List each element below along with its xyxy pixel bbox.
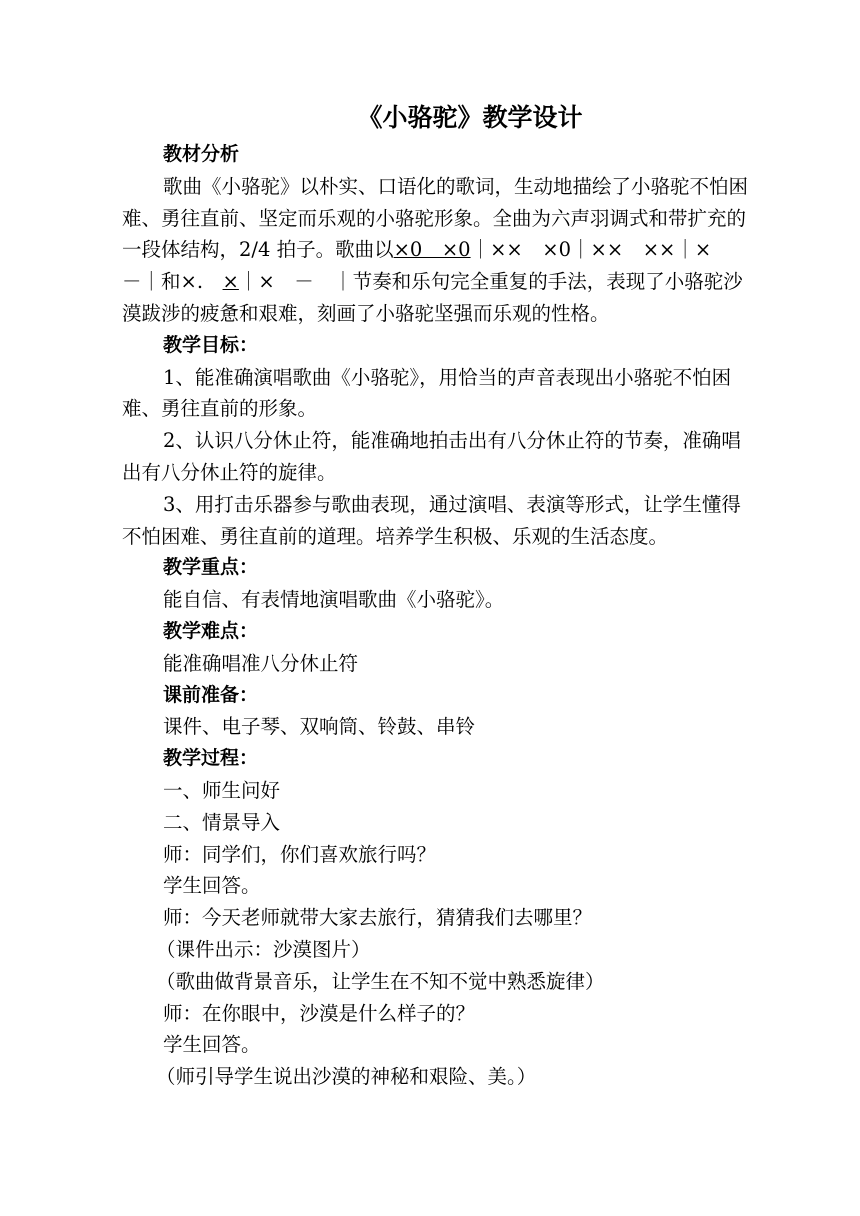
analysis-text-1: 歌曲《小骆驼》以朴实、口语化的歌词，生动地描绘了小骆驼不怕困难、勇往直前、坚定而乐观的小骆驼形象。全曲为六声羽调式和带扩充的一段体结构，2/4 拍子。歌曲以 [122, 174, 749, 262]
analysis-text-2: 节奏和乐句完全重复的手法，表现了小骆驼沙漠跋涉的疲惫和艰难，刻画了小骆驼坚强而乐观的性格。 [122, 270, 743, 325]
goals-heading: 教学目标： [163, 333, 259, 356]
dialogue-line: （师引导学生说出沙漠的神秘和艰险、美。） [156, 1065, 537, 1089]
preparation-heading: 课前准备： [163, 683, 259, 706]
analysis-heading: 教材分析 [163, 143, 240, 165]
dialogue-line: 师：今天老师就带大家去旅行，猜猜我们去哪里？ [163, 906, 593, 930]
dialogue-line: 师：在你眼中，沙漠是什么样子的？ [163, 1001, 476, 1025]
goal-item: 2、认识八分休止符，能准确地拍击出有八分休止符的节奏，准确唱出有八分休止符的旋律。 [122, 429, 741, 484]
dialogue-line: 学生回答。 [163, 1033, 261, 1057]
rhythm-pattern-1: ×0 ×0 [393, 238, 471, 262]
rhythm-pattern-2: ｜×× ×0｜×× ××｜× －｜和×. [122, 238, 731, 294]
analysis-paragraph [122, 171, 750, 330]
dialogue-line: （课件出示：沙漠图片） [156, 937, 371, 961]
key-points-text: 能自信、有表情地演唱歌曲《小骆驼》。 [163, 588, 505, 612]
process-heading: 教学过程： [163, 747, 259, 770]
dialogue-line: 学生回答。 [163, 874, 261, 898]
document-title: 《小骆驼》教学设计 [357, 103, 583, 132]
process-step: 二、情景导入 [163, 810, 281, 834]
dialogue-line: 师：同学们，你们喜欢旅行吗？ [163, 842, 437, 866]
document-body [122, 139, 750, 1093]
difficulty-text: 能准确唱准八分休止符 [163, 651, 359, 675]
key-points-heading: 教学重点： [163, 556, 259, 579]
goal-item: 3、用打击乐器参与歌曲表现，通过演唱、表演等形式，让学生懂得不怕困难、勇往直前的道理。培养学生积极、乐观的生活态度。 [122, 492, 741, 548]
difficulty-heading: 教学难点： [163, 619, 259, 642]
rhythm-pattern-3: × [222, 270, 239, 294]
rhythm-pattern-4: ｜× － ｜ [238, 270, 353, 294]
preparation-text: 课件、电子琴、双响筒、铃鼓、串铃 [163, 715, 476, 739]
process-step: 一、师生问好 [163, 778, 281, 802]
goal-item: 1、能准确演唱歌曲《小骆驼》，用恰当的声音表现出小骆驼不怕困难、勇往直前的形象。 [122, 365, 732, 421]
dialogue-line: （歌曲做背景音乐，让学生在不知不觉中熟悉旋律） [156, 969, 605, 993]
